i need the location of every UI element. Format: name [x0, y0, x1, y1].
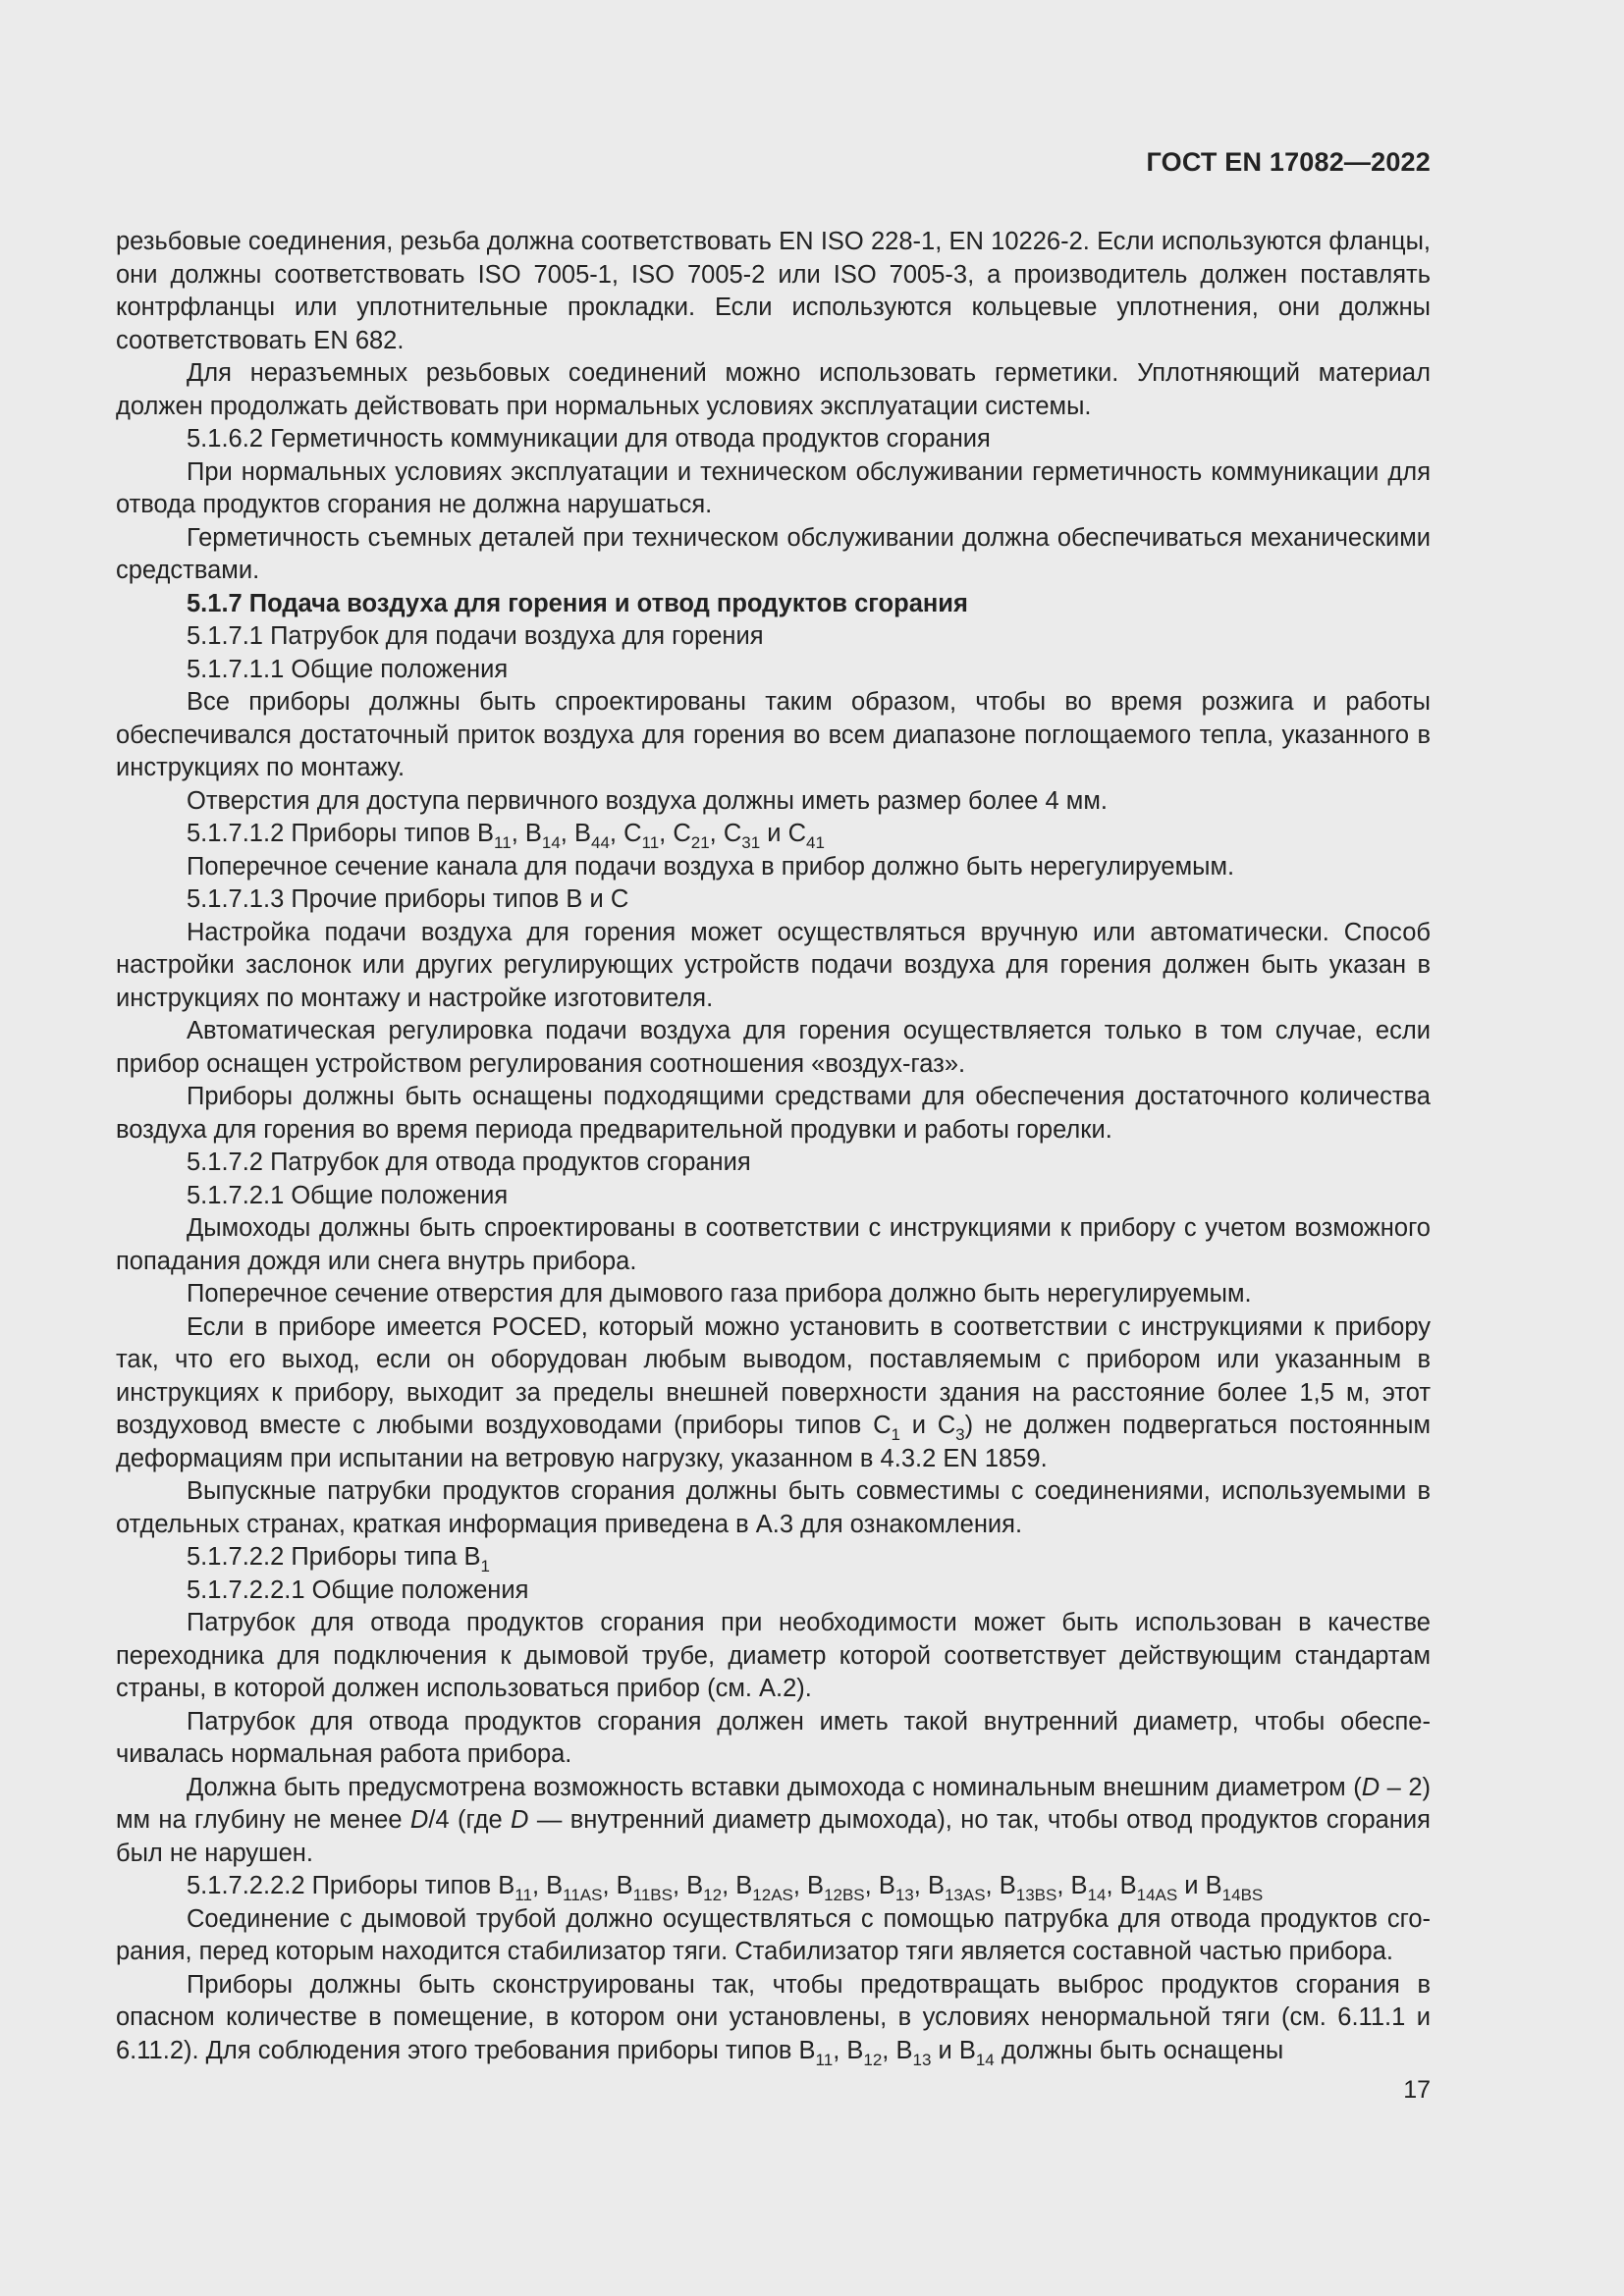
section-heading-5-1-7-2-2-2: 5.1.7.2.2.2 Приборы типов $B_{11}$, $B_{11AS}$, $B_{11BS}$, $B_{12}$, $B_{12AS}$, $B_{12BS}$, $B_{13}$, $B_{13AS}$, $B_{13BS}$, $B_{14}$, $B_{14AS}$ и $B_{14BS}$ — [187, 1872, 1264, 1904]
paragraph: При нормальных условиях эксплуатации и техническом обслуживании герметичность коммуникации для отвода продуктов сгорания не должна нарушаться. — [116, 457, 1431, 518]
paragraph: Соединение с дымовой трубой должно осуществляться с помощью патрубка для отвода продуктов сгорания, перед которым находится стабилизатор тяги. Стабилизатор тяги является составной частью прибора. — [116, 1904, 1431, 1965]
document-header: ГОСТ EN 17082—2022 — [1146, 147, 1431, 177]
paragraph: Дымоходы должны быть спроектированы в соответствии с инструкциями к прибору с учетом возможного попадания дождя или снега внутрь прибора. — [116, 1214, 1431, 1275]
section-heading-5-1-7-2-2-1: 5.1.7.2.2.1 Общие положения — [187, 1575, 529, 1604]
paragraph: резьбовые соединения, резьба должна соответствовать EN ISO 228-1, EN 10226-2. Если используются фланцы, они должны соответствовать ISO 7005-1, ISO 7005-2 или ISO 7005-3, а производитель должен поставлять контрфланцы или уплотнительные прокладки. Если используются кольцевые уплотнения, они должны соответствовать EN 682. — [116, 228, 1431, 354]
paragraph: Для неразъемных резьбовых соединений можно использовать герметики. Уплотняющий материал должен продолжать действовать при нормальных условиях эксплуатации системы. — [116, 359, 1431, 420]
document-body — [116, 226, 1431, 2067]
section-heading-5-1-7: 5.1.7 Подача воздуха для горения и отвод продуктов сгорания — [187, 589, 968, 617]
section-heading-5-1-7-1-3: 5.1.7.1.3 Прочие приборы типов B и C — [187, 885, 629, 913]
paragraph: Поперечное сечение канала для подачи воздуха в прибор должно быть нерегулируемым. — [187, 852, 1235, 881]
section-heading-5-1-7-2-1: 5.1.7.2.1 Общие положения — [187, 1181, 509, 1209]
paragraph: Герметичность съемных деталей при техническом обслуживании должна обеспечиваться механическими средствами. — [116, 523, 1431, 584]
paragraph: Если в приборе имеется POCED, который можно установить в соответствии с инструкциями к прибору так, что его выход, если он оборудован любым выводом, поставляемым с прибором или указанным в инструкциях к прибору, выходит за пределы внешней поверхности здания на расстояние более 1,5 м, этот воздуховод вместе с любыми воздуховодами (приборы типов $C_1$ и $C_3$) не должен подвергаться постоянным деформациям при испытании на ветровую нагрузку, указанном в 4.3.2 EN 1859. — [116, 1312, 1431, 1472]
section-heading-5-1-7-1-1: 5.1.7.1.1 Общие положения — [187, 655, 509, 683]
section-heading-5-1-7-2-2: 5.1.7.2.2 Приборы типа $B_1$ — [187, 1543, 490, 1575]
page-number: 17 — [1403, 2076, 1431, 2104]
paragraph: Автоматическая регулировка подачи воздуха для горения осуществляется только в том случае, если прибор оснащен устройством регулирования соотношения «воздух-газ». — [116, 1017, 1431, 1078]
paragraph: Отверстия для доступа первичного воздуха должны иметь размер более 4 мм. — [187, 786, 1108, 815]
paragraph: Все приборы должны быть спроектированы таким образом, чтобы во время розжига и работы обеспечивался достаточный приток воздуха для горения во всем диапазоне поглощаемого тепла, указанного в инструкциях по монтажу. — [116, 688, 1431, 781]
section-heading-5-1-7-2: 5.1.7.2 Патрубок для отвода продуктов сгорания — [187, 1148, 751, 1176]
paragraph: Настройка подачи воздуха для горения может осуществляться вручную или автоматически. Способ настройки заслонок или других регулирующих устройств подачи воздуха для горения должен быть указан в инструкциях по монтажу и настройке изготовителя. — [116, 918, 1431, 1012]
paragraph: Приборы должны быть сконструированы так, чтобы предотвращать выброс продуктов сгорания в опасном количестве в помещение, в котором они установлены, в условиях ненормальной тяги (см. 6.11.1 и 6.11.2). Для соблюдения этого требования приборы типов $B_{11}$, $B_{12}$, $B_{13}$ и $B_{14}$ должны быть оснащены — [116, 1970, 1431, 2069]
section-heading-5-1-6-2: 5.1.6.2 Герметичность коммуникации для отвода продуктов сгорания — [187, 425, 991, 453]
paragraph: Поперечное сечение отверстия для дымового газа прибора должно быть нерегулируемым. — [187, 1280, 1252, 1308]
paragraph: Патрубок для отвода продуктов сгорания должен иметь такой внутренний диаметр, чтобы обеспечивалась нормальная работа прибора. — [116, 1707, 1431, 1768]
section-heading-5-1-7-1-2: 5.1.7.1.2 Приборы типов $B_{11}$, $B_{14}$, $B_{44}$, $C_{11}$, $C_{21}$, $C_{31}$ и $C_{41}$ — [187, 820, 825, 852]
paragraph: Патрубок для отвода продуктов сгорания при необходимости может быть использован в качестве переходника для подключения к дымовой трубе, диаметр которой соответствует действующим стандартам страны, в которой должен использоваться прибор (см. А.2). — [116, 1609, 1431, 1702]
section-heading-5-1-7-1: 5.1.7.1 Патрубок для подачи воздуха для горения — [187, 622, 764, 650]
paragraph: Выпускные патрубки продуктов сгорания должны быть совместимы с соединениями, используемыми в отдельных странах, краткая информация приведена в А.3 для ознакомления. — [116, 1477, 1431, 1538]
paragraph: Приборы должны быть оснащены подходящими средствами для обеспечения достаточного количества воздуха для горения во время периода предварительной продувки и работы горелки. — [116, 1083, 1431, 1144]
paragraph: Должна быть предусмотрена возможность вставки дымохода с номинальным внешним диаметром (D – 2) мм на глубину не менее D/4 (где D — внутренний диаметр дымохода), но так, чтобы отвод продуктов сгорания был не нарушен. — [116, 1773, 1432, 1867]
